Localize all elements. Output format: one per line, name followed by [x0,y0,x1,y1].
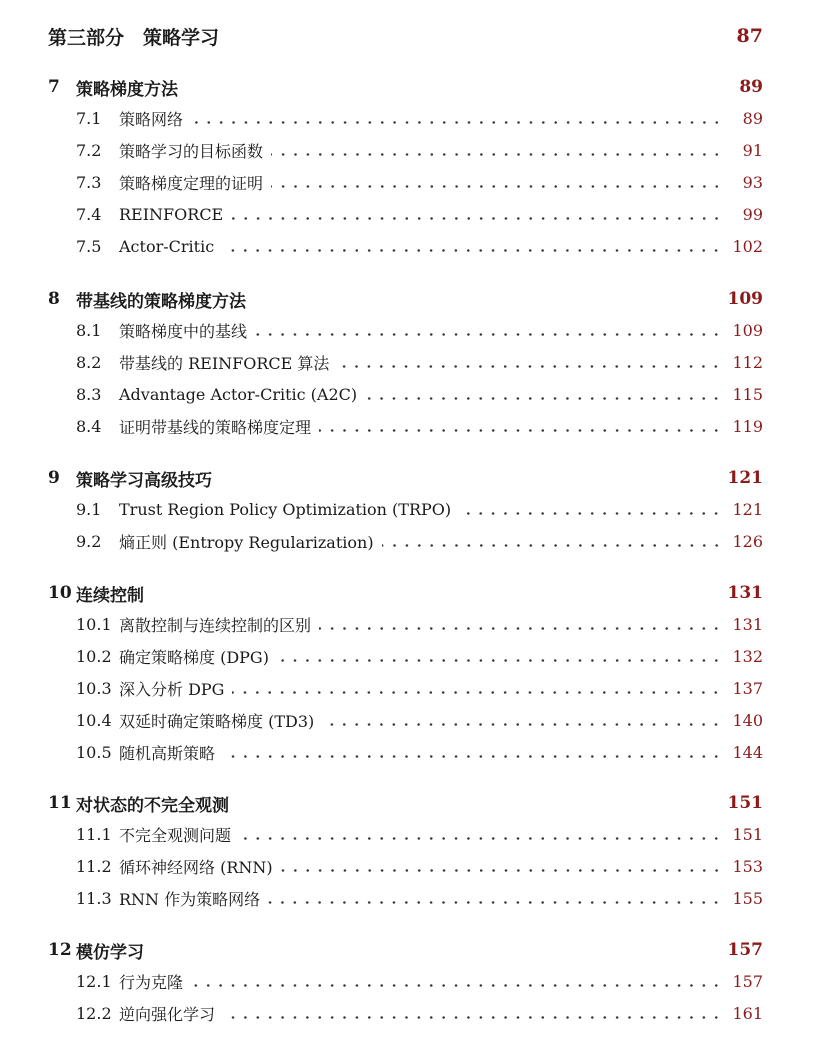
dot-leader [322,723,722,726]
section-number: 7.4 [76,204,102,224]
section-page: 121 [732,499,763,519]
chapter-page: 121 [727,468,763,488]
section-page: 161 [732,1003,763,1023]
section-title: 证明带基线的策略梯度定理 [119,417,312,437]
section-title: 策略梯度定理的证明 [119,173,264,193]
dot-leader [459,512,722,515]
section-entry[interactable] [76,318,763,342]
chapter-entry[interactable] [48,790,763,816]
section-entry[interactable] [76,886,763,910]
section-title: 随机高斯策略 [119,743,216,763]
section-page: 91 [742,140,763,160]
section-page: 155 [732,888,763,908]
section-page: 102 [732,236,763,256]
section-number: 9.2 [76,531,102,551]
dot-leader [223,755,722,758]
section-entry[interactable] [76,1001,763,1025]
section-page: 126 [732,531,763,551]
section-entry[interactable] [76,854,763,878]
section-page: 157 [732,971,763,991]
section-title: Actor-Critic [119,236,215,256]
section-page: 137 [732,678,763,698]
section-title: 不完全观测问题 [119,825,232,845]
chapter-entry[interactable] [48,74,763,100]
chapter-entry[interactable] [48,580,763,606]
chapter-page: 151 [727,793,763,813]
section-title: 带基线的 REINFORCE 算法 [119,353,330,373]
section-entry[interactable] [76,644,763,668]
section-entry[interactable] [76,740,763,764]
section-title: 策略学习的目标函数 [119,141,264,161]
section-entry[interactable] [76,170,763,194]
dot-leader [232,691,722,694]
chapter-title: 策略梯度方法 [76,79,178,100]
chapter-page: 131 [727,583,763,603]
section-number: 7.1 [76,108,102,128]
section-entry[interactable] [76,497,763,521]
section-number: 11.1 [76,824,112,844]
dot-leader [337,365,722,368]
section-title: 策略网络 [119,109,184,129]
dot-leader [231,217,723,220]
chapter-entry[interactable] [48,937,763,963]
section-number: 10.3 [76,678,112,698]
dot-leader [268,901,722,904]
section-entry[interactable] [76,529,763,553]
chapter-number: 12 [48,940,72,960]
section-page: 99 [742,204,763,224]
chapter-number: 10 [48,583,72,603]
section-title: 策略梯度中的基线 [119,321,248,341]
section-number: 7.3 [76,172,102,192]
section-entry[interactable] [76,969,763,993]
section-title: RNN 作为策略网络 [119,889,261,909]
dot-leader [191,984,722,987]
chapter-title: 对状态的不完全观测 [76,795,229,816]
section-entry[interactable] [76,676,763,700]
section-title: REINFORCE [119,204,224,224]
dot-leader [281,869,723,872]
dot-leader [191,121,723,124]
section-title: Trust Region Policy Optimization (TRPO) [119,499,452,519]
section-entry[interactable] [76,822,763,846]
section-entry[interactable] [76,138,763,162]
section-number: 10.1 [76,614,112,634]
part-title: 第三部分 策略学习 [48,26,220,49]
part-page: 87 [736,25,763,47]
chapter-number: 11 [48,793,72,813]
section-number: 12.1 [76,971,112,991]
dot-leader [239,837,722,840]
section-entry[interactable] [76,708,763,732]
chapter-title: 策略学习高级技巧 [76,470,212,491]
section-title: 离散控制与连续控制的区别 [119,615,312,635]
section-number: 8.2 [76,352,102,372]
section-page: 153 [732,856,763,876]
section-entry[interactable] [76,612,763,636]
section-entry[interactable] [76,202,763,226]
section-page: 112 [732,352,763,372]
dot-leader [382,544,723,547]
section-entry[interactable] [76,382,763,406]
section-number: 11.2 [76,856,112,876]
dot-leader [319,429,722,432]
section-title: 双延时确定策略梯度 (TD3) [119,711,315,731]
section-entry[interactable] [76,106,763,130]
section-title: 深入分析 DPG [119,679,225,699]
section-page: 89 [742,108,763,128]
section-page: 93 [742,172,763,192]
chapter-page: 89 [739,77,763,97]
section-entry[interactable] [76,350,763,374]
section-number: 11.3 [76,888,112,908]
section-page: 144 [732,742,763,762]
chapter-page: 109 [727,289,763,309]
section-number: 8.1 [76,320,102,340]
section-title: 循环神经网络 (RNN) [119,857,273,877]
section-title: Advantage Actor-Critic (A2C) [119,384,358,404]
section-page: 140 [732,710,763,730]
chapter-number: 7 [48,77,60,97]
section-page: 109 [732,320,763,340]
dot-leader [255,333,722,336]
chapter-title: 模仿学习 [76,942,144,963]
section-page: 115 [732,384,763,404]
chapter-number: 8 [48,289,60,309]
dot-leader [222,249,722,252]
section-entry[interactable] [76,234,763,258]
section-title: 逆向强化学习 [119,1004,216,1024]
part-heading [48,22,763,50]
chapter-title: 连续控制 [76,585,144,606]
chapter-page: 157 [727,940,763,960]
section-page: 131 [732,614,763,634]
section-title: 确定策略梯度 (DPG) [119,647,269,667]
section-number: 9.1 [76,499,102,519]
section-number: 10.4 [76,710,112,730]
dot-leader [271,153,723,156]
section-number: 8.4 [76,416,102,436]
chapter-title: 带基线的策略梯度方法 [76,291,246,312]
section-entry[interactable] [76,414,763,438]
chapter-number: 9 [48,468,60,488]
dot-leader [365,397,722,400]
dot-leader [223,1016,722,1019]
dot-leader [277,659,723,662]
section-page: 151 [732,824,763,844]
section-number: 7.2 [76,140,102,160]
section-number: 10.2 [76,646,112,666]
section-page: 132 [732,646,763,666]
dot-leader [271,185,723,188]
chapter-entry[interactable] [48,465,763,491]
section-number: 12.2 [76,1003,112,1023]
section-title: 行为克隆 [119,972,184,992]
section-number: 7.5 [76,236,102,256]
section-title: 熵正则 (Entropy Regularization) [119,532,374,552]
chapter-entry[interactable] [48,286,763,312]
section-page: 119 [732,416,763,436]
section-number: 8.3 [76,384,102,404]
dot-leader [319,627,722,630]
section-number: 10.5 [76,742,112,762]
